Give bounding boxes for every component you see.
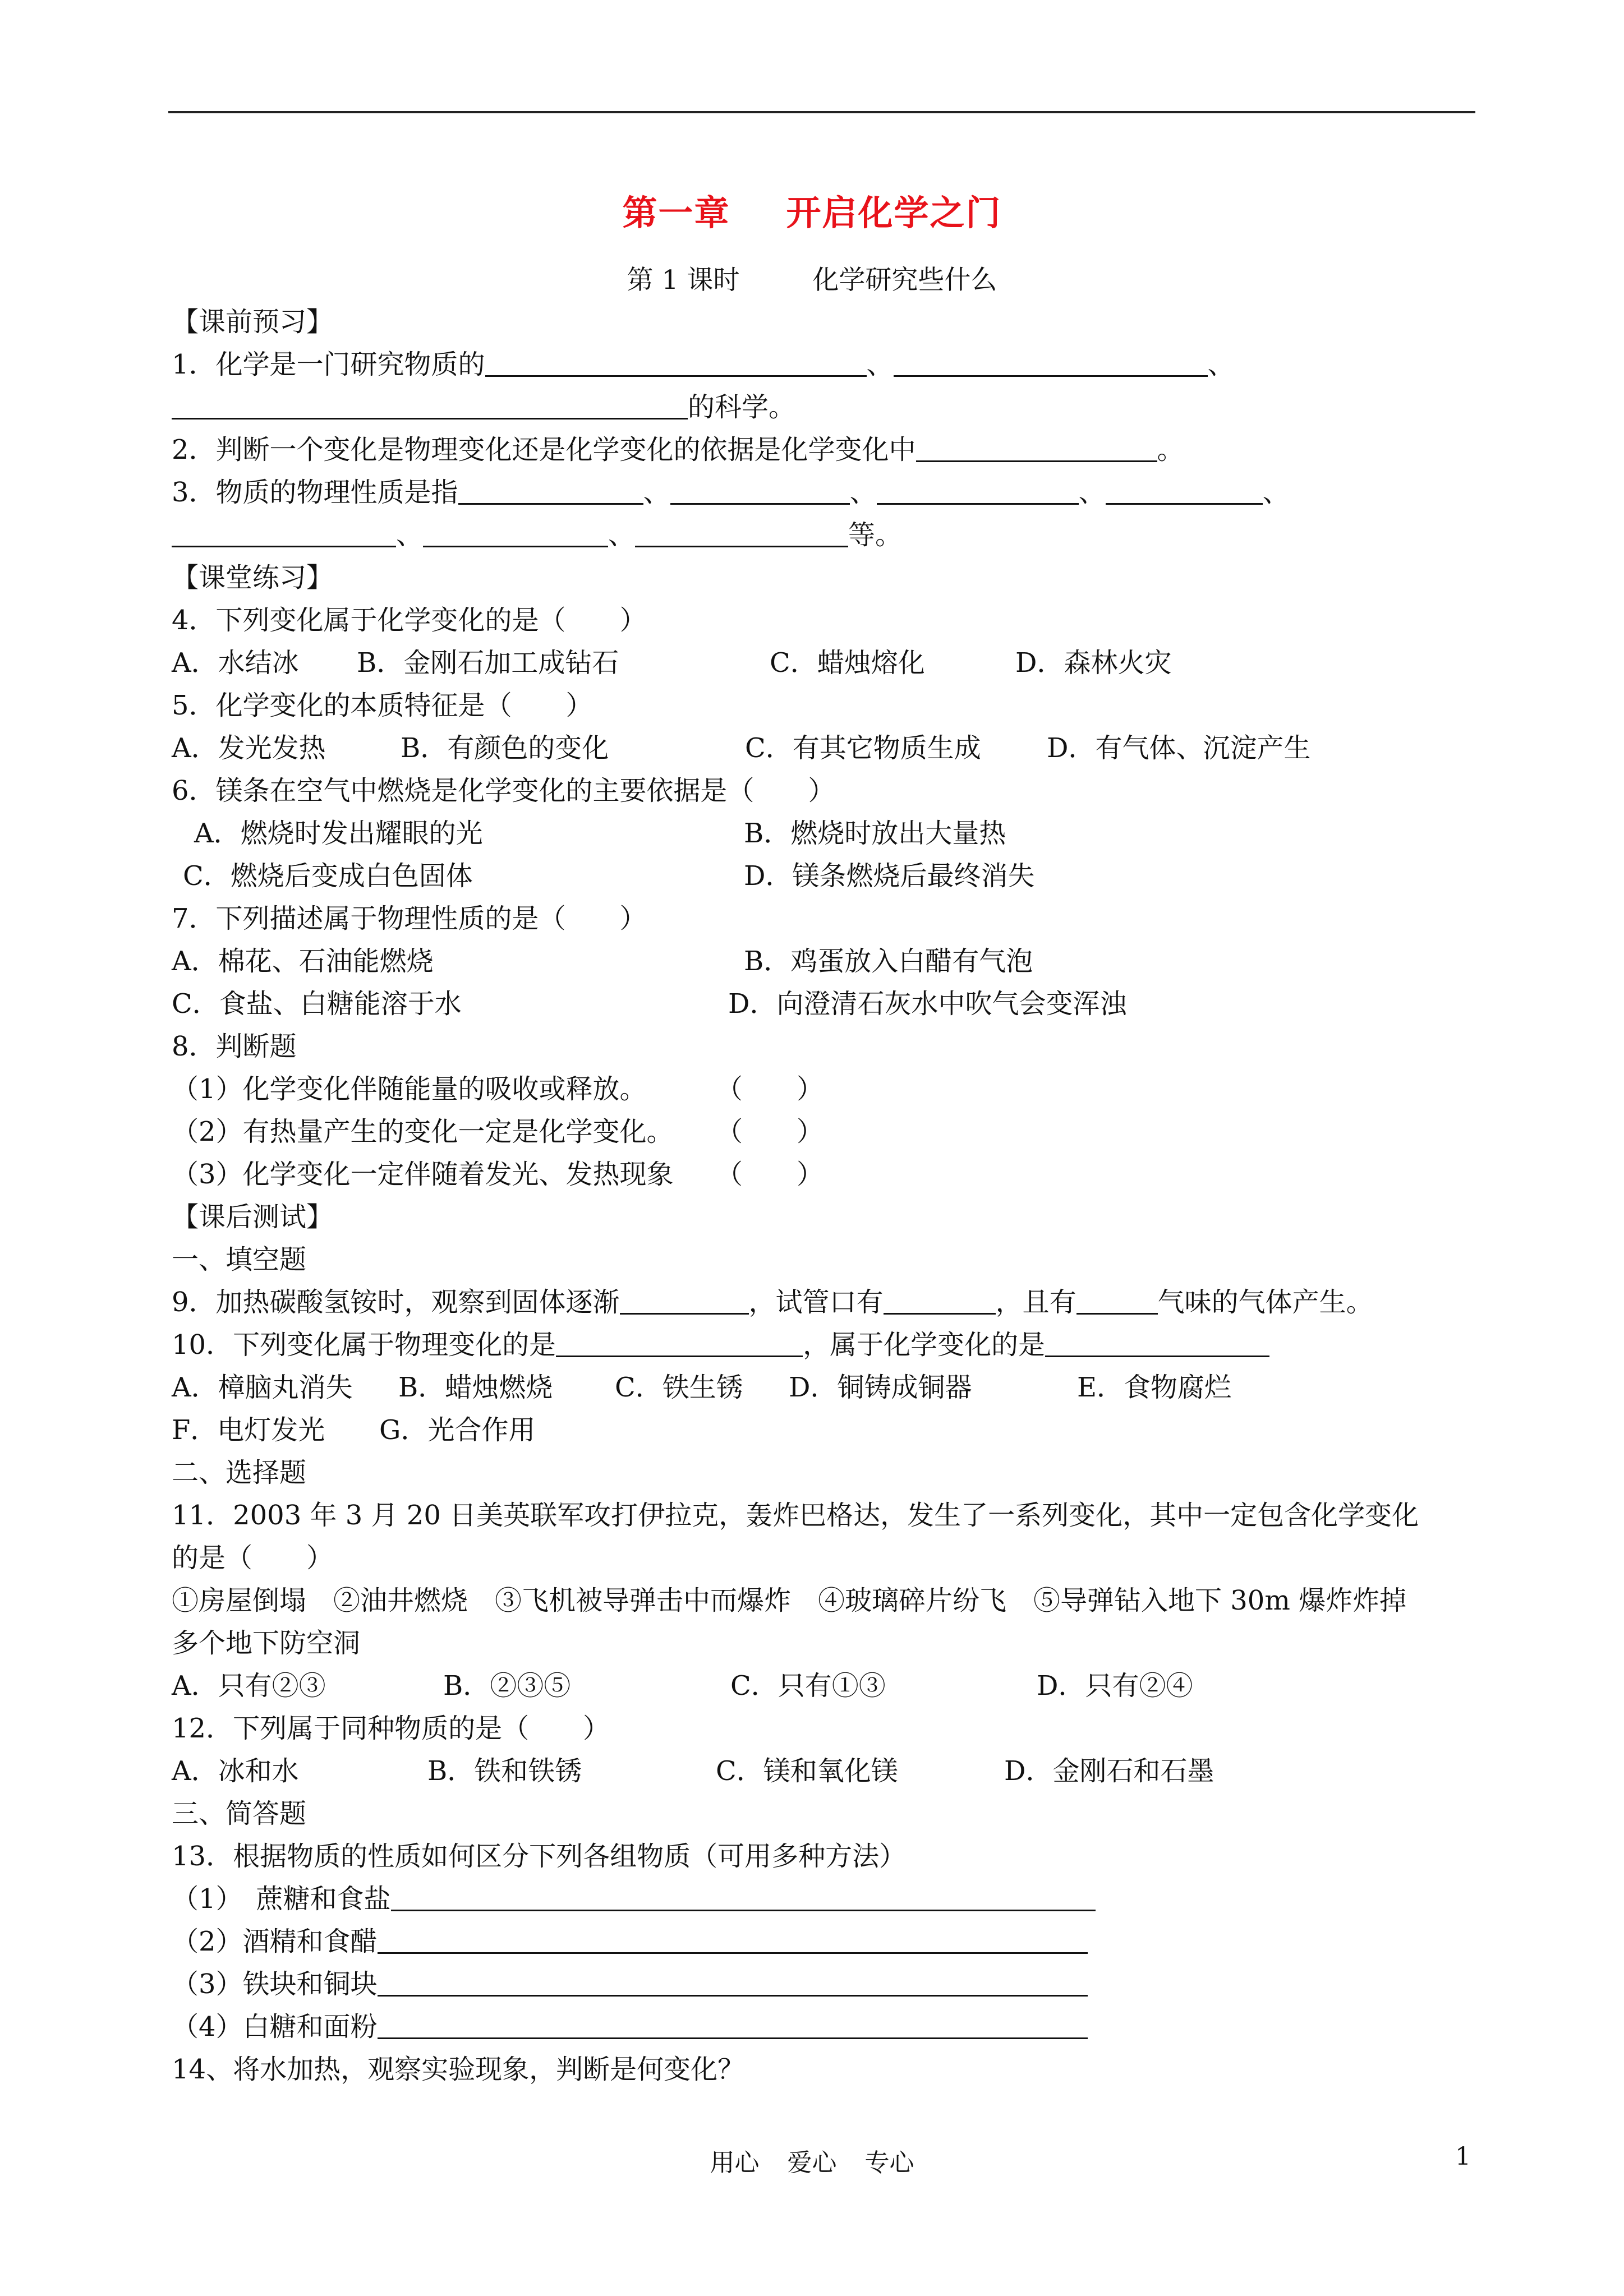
chapter-title	[0, 185, 1624, 235]
answer-blank[interactable]	[894, 351, 1208, 377]
option-a: A．只有②③	[172, 1670, 326, 1702]
question-8-stem: 8．判断题	[172, 1031, 297, 1062]
answer-blank[interactable]	[635, 521, 848, 547]
section-heading-preview: 【课前预习】	[172, 306, 334, 338]
option-d: D．铜铸成铜器	[789, 1372, 972, 1403]
answer-blank[interactable]	[556, 1331, 803, 1357]
answer-line[interactable]	[391, 1885, 1096, 1911]
option-c: C．燃烧后变成白色固体	[183, 860, 473, 892]
answer-blank[interactable]	[423, 521, 608, 547]
section-heading-practice: 【课堂练习】	[172, 562, 334, 593]
option-c: C．只有①③	[730, 1670, 886, 1702]
question-2: 2．判断一个变化是物理变化还是化学变化的依据是化学变化中 。	[172, 434, 1184, 465]
question-13-item-3: （3）铁块和铜块	[172, 1967, 1088, 2001]
question-1-line-1: 1．化学是一门研究物质的 、 、	[172, 349, 1235, 380]
answer-line[interactable]	[378, 1970, 1088, 1997]
option-a: A．水结冰	[172, 647, 299, 679]
answer-blank[interactable]	[1076, 1288, 1158, 1315]
question-7-options-row-2	[172, 987, 1127, 1021]
question-14: 14、将水加热，观察实验现象，判断是何变化？	[172, 2054, 745, 2085]
option-d: D．有气体、沉淀产生	[1047, 732, 1311, 764]
option-e: E．食物腐烂	[1077, 1372, 1232, 1403]
part-heading-short-answer: 三、简答题	[172, 1798, 307, 1829]
part-heading-fill-blank: 一、填空题	[172, 1244, 307, 1275]
question-11-options	[172, 1669, 1193, 1703]
question-12-options	[172, 1754, 1214, 1788]
question-6-options-row-2	[172, 859, 1035, 893]
question-1-line-2: 的科学。	[172, 390, 795, 424]
option-b: B．鸡蛋放入白醋有气泡	[744, 946, 1033, 977]
question-5-options	[172, 731, 1311, 765]
question-3-line-2: 、 、 等。	[172, 518, 902, 552]
answer-blank[interactable]	[620, 1288, 749, 1315]
option-a: A．冰和水	[172, 1755, 299, 1787]
question-3-line-1: 3．物质的物理性质是指 、 、 、 、	[172, 477, 1290, 508]
option-d: D．镁条燃烧后最终消失	[744, 860, 1035, 892]
question-4-stem: 4．下列变化属于化学变化的是（ ）	[172, 605, 647, 636]
question-6-options-row-1	[172, 817, 1006, 850]
question-11-line-4: 多个地下防空洞	[172, 1628, 361, 1659]
question-13-stem: 13．根据物质的性质如何区分下列各组物质（可用多种方法）	[172, 1841, 907, 1872]
question-10: 10．下列变化属于物理变化的是 ，属于化学变化的是	[172, 1328, 1269, 1362]
question-6-stem: 6．镁条在空气中燃烧是化学变化的主要依据是（ ）	[172, 775, 835, 806]
option-a: A．棉花、石油能燃烧	[172, 946, 434, 977]
question-4-options	[172, 646, 1172, 680]
option-b: B．蜡烛燃烧	[398, 1372, 553, 1403]
question-11-line-1: 11．2003 年 3 月 20 日美英联军攻打伊拉克，轰炸巴格达，发生了一系列变化，其中一定包含化学变化	[172, 1500, 1419, 1531]
option-b: B．金刚石加工成钻石	[357, 647, 619, 679]
option-f: F．电灯发光	[172, 1414, 325, 1446]
page-number: 1	[1455, 2142, 1471, 2171]
question-8-item-2: （2）有热量产生的变化一定是化学变化。 （ ）	[172, 1116, 824, 1147]
chapter-name: 开启化学之门	[786, 192, 1002, 233]
question-13-item-2: （2）酒精和食醋	[172, 1925, 1088, 1958]
lesson-topic: 化学研究些什么	[812, 265, 997, 296]
answer-paren[interactable]: （ ）	[716, 1073, 824, 1105]
answer-paren[interactable]: （ ）	[716, 1116, 824, 1147]
page-footer: 用心 爱心 专心	[710, 2149, 914, 2177]
answer-blank[interactable]	[172, 393, 688, 419]
option-c: C．镁和氧化镁	[716, 1755, 898, 1787]
question-12-stem: 12．下列属于同种物质的是（ ）	[172, 1713, 610, 1744]
lesson-subtitle	[0, 259, 1624, 297]
option-d: D．森林火灾	[1015, 647, 1172, 679]
option-b: B．有颜色的变化	[401, 732, 609, 764]
answer-line[interactable]	[378, 2013, 1088, 2039]
answer-blank[interactable]	[916, 436, 1157, 462]
header-rule	[168, 111, 1475, 113]
option-g: G．光合作用	[379, 1414, 536, 1446]
part-heading-choice: 二、选择题	[172, 1457, 307, 1488]
option-d: D．只有②④	[1037, 1670, 1193, 1702]
question-9: 9．加热碳酸氢铵时，观察到固体逐渐 ，试管口有 ，且有 气味的气体产生。	[172, 1287, 1373, 1318]
question-13-item-1: （1） 蔗糖和食盐	[172, 1882, 1096, 1916]
question-7-stem: 7．下列描述属于物理性质的是（ ）	[172, 903, 647, 934]
answer-blank[interactable]	[877, 478, 1079, 505]
question-8-item-3: （3）化学变化一定伴随着发光、发热现象 （ ）	[172, 1159, 824, 1190]
option-b: B．燃烧时放出大量热	[744, 818, 1006, 849]
question-11-line-3: ①房屋倒塌 ②油井燃烧 ③飞机被导弹击中而爆炸 ④玻璃碎片纷飞 ⑤导弹钻入地下 30m 爆炸炸掉	[172, 1585, 1407, 1616]
answer-paren[interactable]: （ ）	[716, 1159, 824, 1190]
option-d: D．金刚石和石墨	[1004, 1755, 1214, 1787]
question-7-options-row-1	[172, 944, 1033, 978]
answer-blank[interactable]	[172, 521, 396, 547]
section-heading-test: 【课后测试】	[172, 1201, 334, 1233]
option-c: C．铁生锈	[615, 1372, 743, 1403]
lesson-number: 第 1 课时	[627, 265, 740, 296]
question-11-line-2: 的是（ ）	[172, 1542, 334, 1574]
answer-blank[interactable]	[458, 478, 643, 505]
option-a: A．樟脑丸消失	[172, 1372, 353, 1403]
answer-blank[interactable]	[485, 351, 867, 377]
chapter-number: 第一章	[622, 192, 730, 233]
answer-line[interactable]	[378, 1928, 1088, 1954]
option-c: C．蜡烛熔化	[770, 647, 925, 679]
question-5-stem: 5．化学变化的本质特征是（ ）	[172, 690, 593, 721]
answer-blank[interactable]	[884, 1288, 996, 1315]
option-c: C．食盐、白糖能溶于水	[172, 988, 462, 1020]
question-10-options-row-1	[172, 1371, 1232, 1404]
answer-blank[interactable]	[670, 478, 850, 505]
option-d: D．向澄清石灰水中吹气会变浑浊	[728, 988, 1127, 1020]
option-a: A．燃烧时发出耀眼的光	[194, 818, 483, 849]
option-b: B．铁和铁锈	[427, 1755, 582, 1787]
answer-blank[interactable]	[1045, 1331, 1269, 1357]
question-13-item-4: （4）白糖和面粉	[172, 2010, 1088, 2044]
answer-blank[interactable]	[1106, 478, 1263, 505]
question-8-item-1: （1）化学变化伴随能量的吸收或释放。 （ ）	[172, 1073, 824, 1105]
question-10-options-row-2	[172, 1413, 536, 1447]
option-c: C．有其它物质生成	[745, 732, 981, 764]
option-a: A．发光发热	[172, 732, 326, 764]
option-b: B．②③⑤	[443, 1670, 571, 1702]
